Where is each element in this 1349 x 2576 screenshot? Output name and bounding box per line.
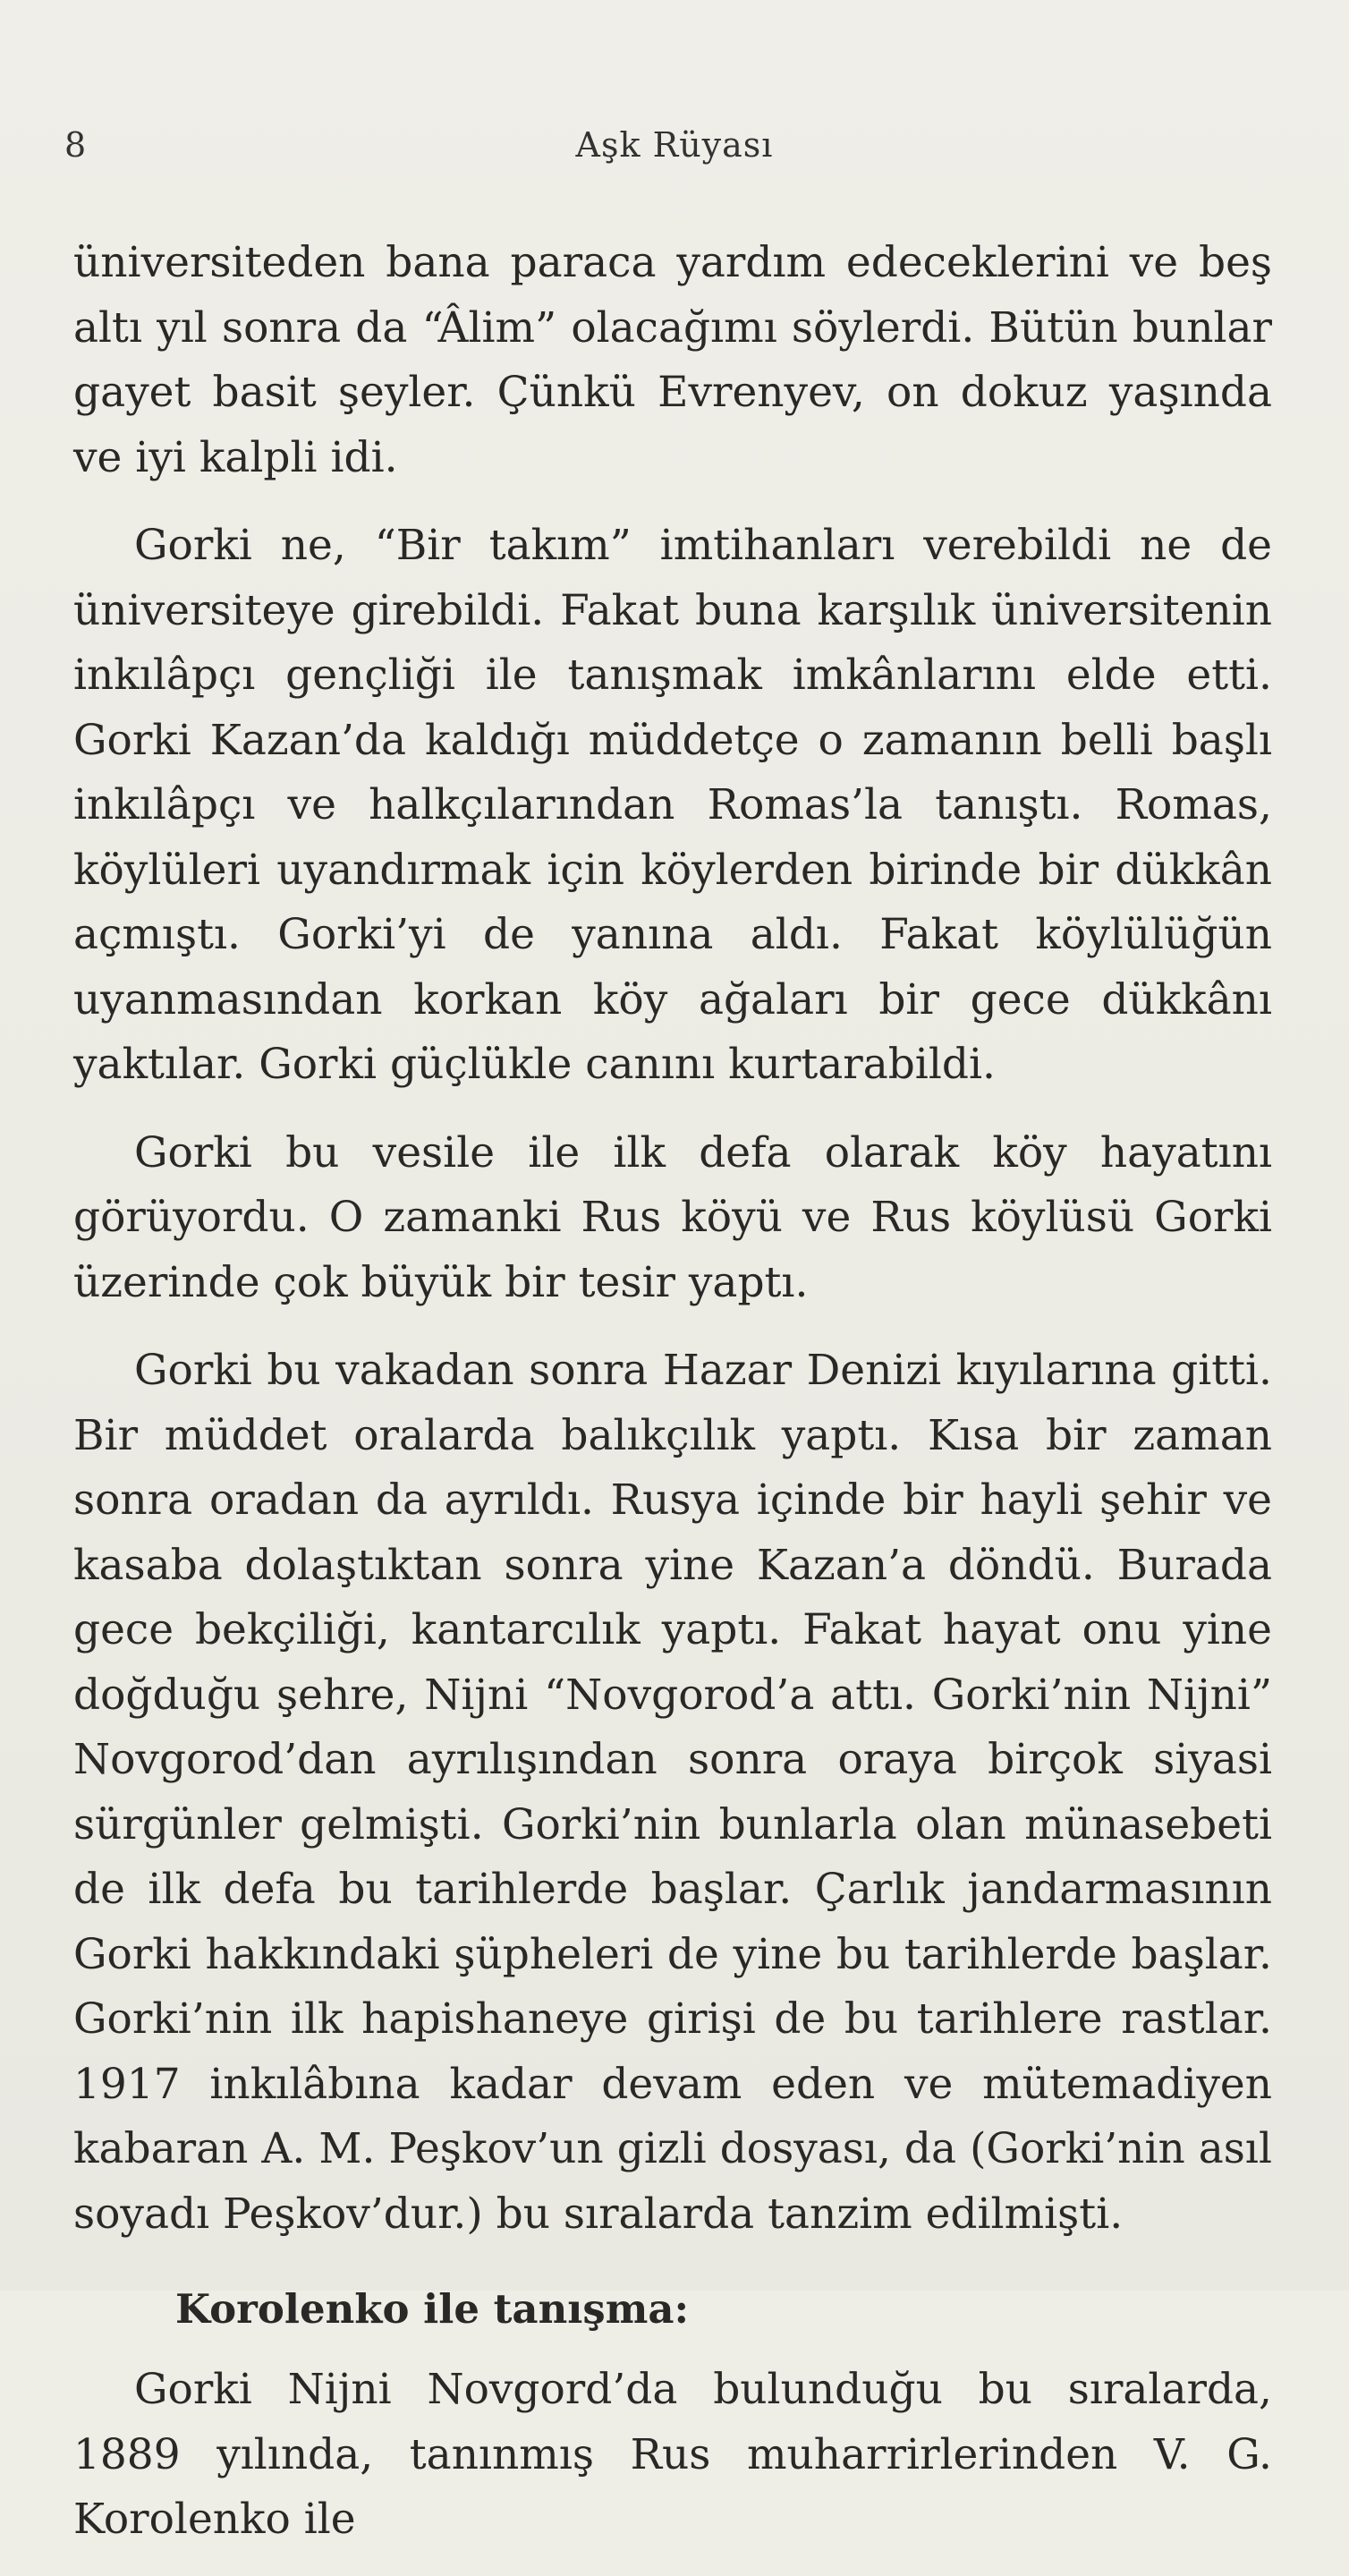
page-number: 8 — [64, 125, 87, 165]
section-heading: Korolenko ile tanışma: — [175, 2285, 690, 2333]
paragraph-university: Gorki ne, “Bir takım” imtihanları verebildi ne de üniversiteye girebildi. Fakat buna karşılık üniversitenin inkılâpçı gençliği ile tanışmak imkânlarını elde etti. Gorki Kazan’da kaldığı müddetçe o zamanın belli başlı inkılâpçı ve halkçılarından Romas’la tanıştı. Romas, köylüleri uyandırmak için köylerden birinde bir dükkân açmıştı. Gorki’yi de yanına aldı. Fakat köylülüğün uyanmasından korkan köy ağaları bir gece dükkânı yaktılar. Gorki güçlükle canını kurtarabildi. — [73, 521, 1272, 1089]
running-head — [64, 125, 1285, 179]
paragraph-travels: Gorki bu vakadan sonra Hazar Denizi kıyılarına gitti. Bir müddet oralarda balıkçılık yaptı. Kısa bir zaman sonra oradan da ayrıldı. Rusya içinde bir hayli şehir ve kasaba dolaştıktan sonra yine Kazan’a döndü. Burada gece bekçiliği, kantarcılık yaptı. Fakat hayat onu yine doğduğu şehre, Nijni “Novgorod’a attı. Gorki’nin Nijni” Novgorod’dan ayrılışından sonra oraya birçok siyasi sürgünler gelmişti. Gorki’nin bunlarla olan münasebeti de ilk defa bu tarihlerde başlar. Çarlık jandarmasının Gorki hakkındaki şüpheleri de yine bu tarihlerde başlar. Gorki’nin ilk hapishaneye girişi de bu tarihlere rastlar. 1917 inkılâbına kadar devam eden ve mütemadiyen kabaran A. M. Peşkov’un gizli dosyası, da (Gorki’nin asıl soyadı Peşkov’dur.) bu sıralarda tanzim edilmişti. — [73, 1346, 1272, 2239]
body-text — [73, 231, 1272, 2576]
paragraph-village-life: Gorki bu vesile ile ilk defa olarak köy hayatını görüyordu. O zamanki Rus köyü ve Rus köylüsü Gorki üzerinde çok büyük bir tesir yaptı. — [73, 1127, 1272, 1307]
book-title: Aşk Rüyası — [575, 125, 774, 165]
paragraph-continuation: üniversiteden bana paraca yardım edeceklerini ve beş altı yıl sonra da “Âlim” olacağımı söylerdi. Bütün bunlar gayet basit şeyler. Çünkü Evrenyev, on dokuz yaşında ve iyi kalpli idi. — [73, 238, 1272, 482]
paragraph-korolenko: Gorki Nijni Novgord’da bulunduğu bu sıralarda, 1889 yılında, tanınmış Rus muharrirlerinden V. G. Korolenko ile — [73, 2365, 1272, 2544]
